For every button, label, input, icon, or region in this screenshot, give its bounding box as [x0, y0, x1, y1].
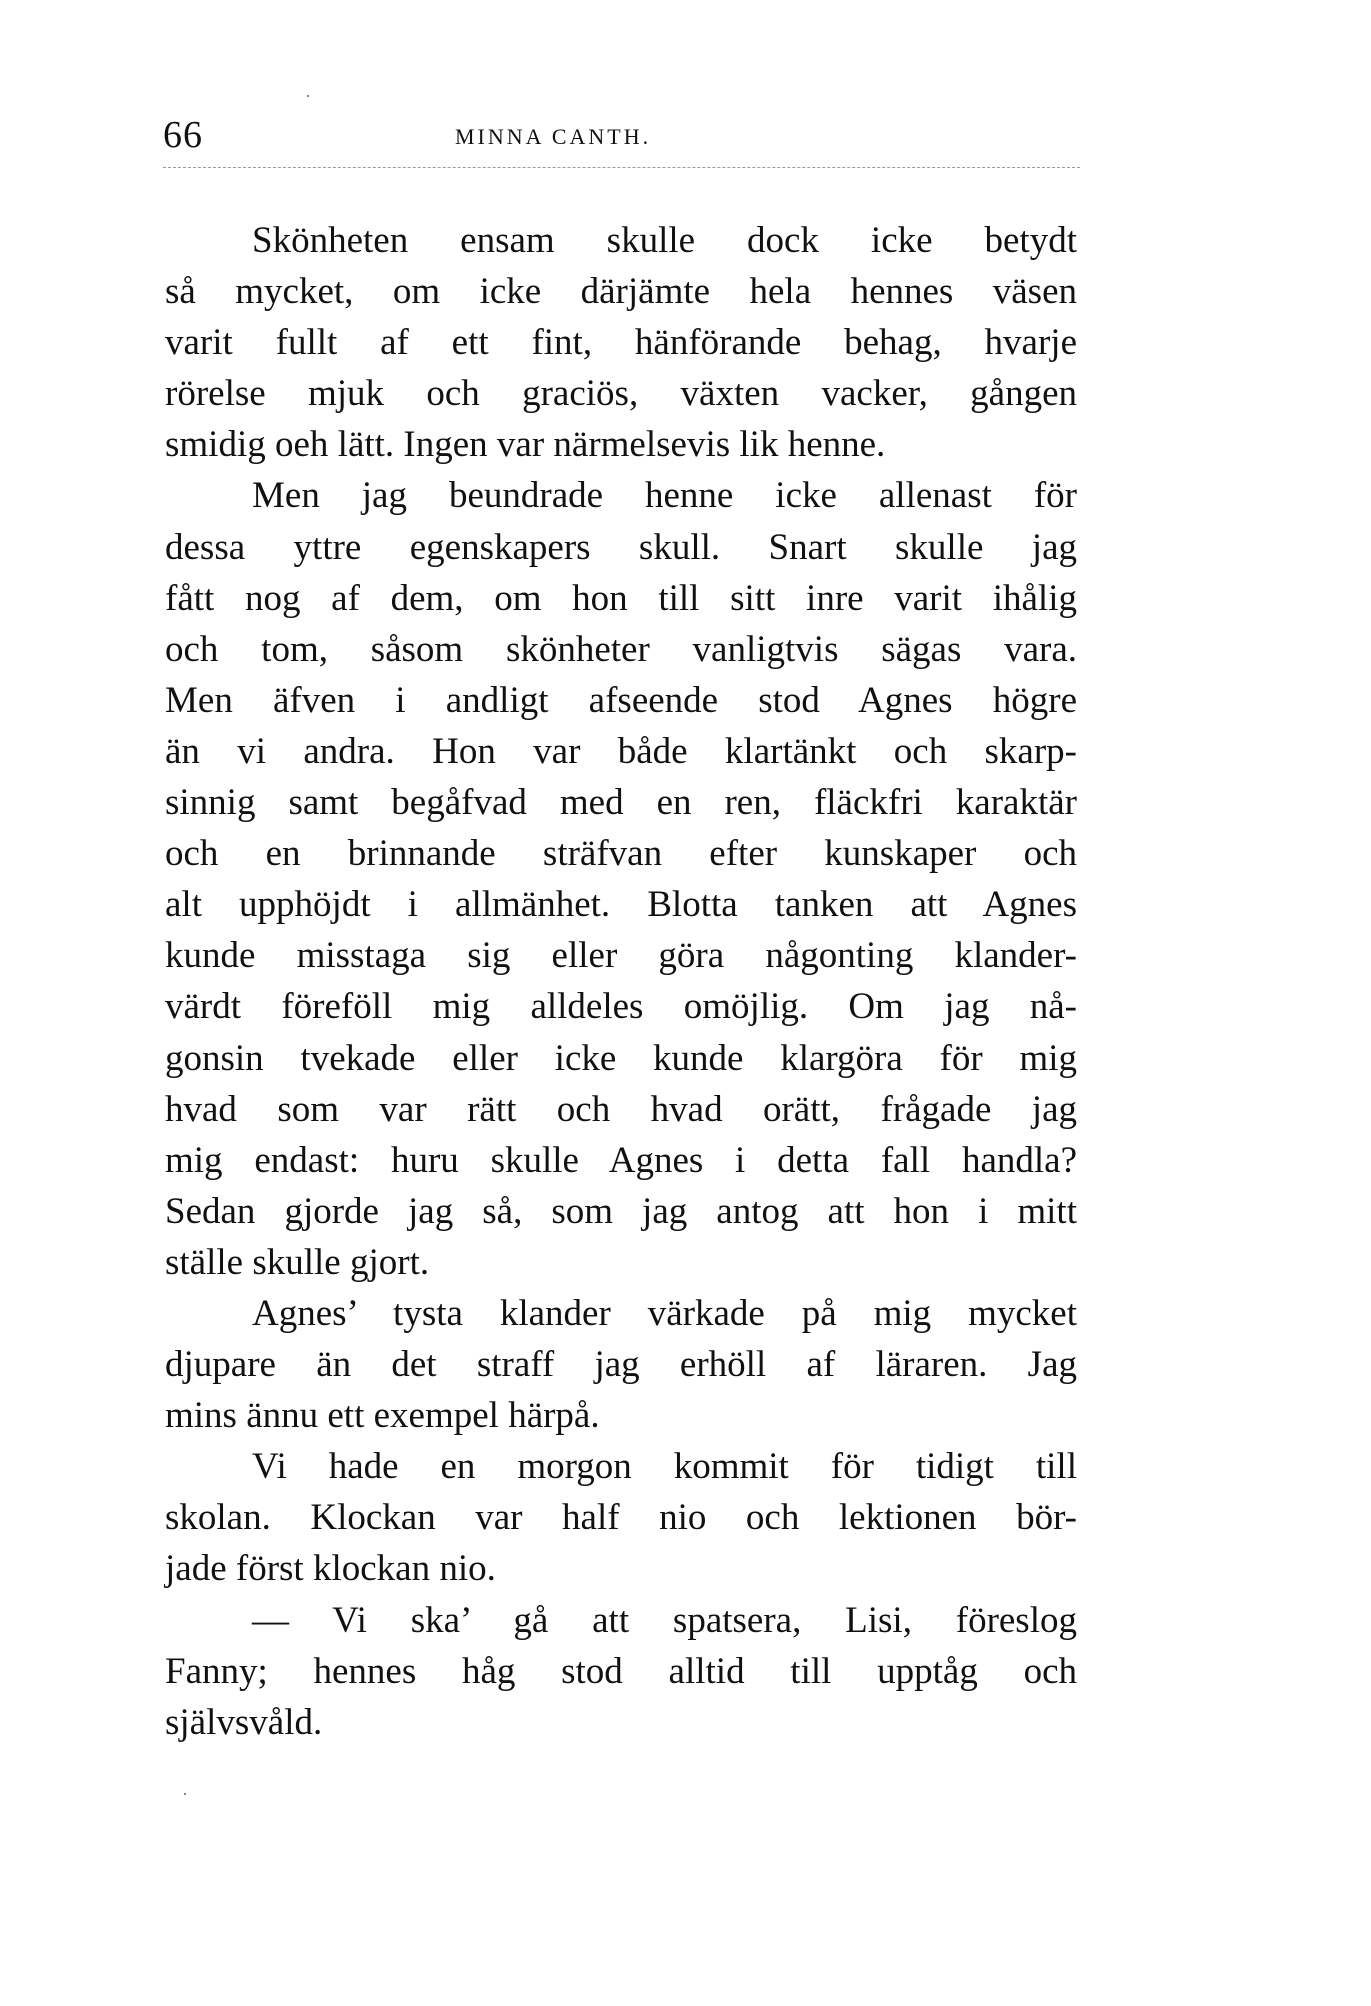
header-rule	[163, 167, 1080, 168]
text-line: så mycket, om icke därjämte hela hennes väsen	[165, 271, 1077, 313]
text-line: smidig oeh lätt. Ingen var närmelsevis lik henne.	[165, 424, 886, 466]
text-line: skolan. Klockan var half nio och lektionen bör-	[165, 1497, 1077, 1539]
text-line: självsvåld.	[165, 1701, 323, 1743]
text-line: alt upphöjdt i allmänhet. Blotta tanken att Agnes	[165, 884, 1077, 926]
text-line: Sedan gjorde jag så, som jag antog att hon i mitt	[165, 1190, 1077, 1232]
scan-speck	[307, 95, 309, 97]
scan-speck	[184, 1793, 186, 1795]
text-line: Fanny; hennes håg stod alltid till upptåg och	[165, 1650, 1077, 1692]
page-number: 66	[163, 114, 203, 156]
text-line: och en brinnande sträfvan efter kunskaper och	[165, 833, 1077, 875]
text-line: djupare än det straff jag erhöll af läraren. Jag	[165, 1344, 1077, 1386]
text-line: mins ännu ett exempel härpå.	[165, 1395, 600, 1437]
text-line: ställe skulle gjort.	[165, 1241, 430, 1283]
text-line: än vi andra. Hon var både klartänkt och skarp-	[165, 730, 1077, 772]
text-line: — Vi ska’ gå att spatsera, Lisi, föreslog	[252, 1599, 1077, 1641]
text-line: mig endast: huru skulle Agnes i detta fall handla?	[165, 1139, 1077, 1181]
text-line: gonsin tvekade eller icke kunde klargöra för mig	[165, 1037, 1077, 1079]
text-line: Men jag beundrade henne icke allenast för	[252, 475, 1077, 517]
text-line: rörelse mjuk och graciös, växten vacker, gången	[165, 373, 1077, 415]
text-line: Agnes’ tysta klander värkade på mig mycket	[252, 1292, 1077, 1334]
text-line: kunde misstaga sig eller göra någonting klander-	[165, 935, 1077, 977]
text-line: hvad som var rätt och hvad orätt, frågade jag	[165, 1088, 1077, 1130]
page-header	[163, 110, 1080, 160]
text-line: fått nog af dem, om hon till sitt inre varit ihålig	[165, 577, 1077, 619]
text-line: Men äfven i andligt afseende stod Agnes högre	[165, 679, 1077, 721]
text-line: Skönheten ensam skulle dock icke betydt	[252, 220, 1077, 261]
text-line: sinnig samt begåfvad med en ren, fläckfri karaktär	[165, 782, 1077, 824]
text-line: jade först klockan nio.	[165, 1548, 496, 1590]
text-line: varit fullt af ett fint, hänförande behag, hvarje	[165, 322, 1077, 364]
running-head: MINNA CANTH.	[455, 124, 652, 149]
text-line: Vi hade en morgon kommit för tidigt till	[252, 1446, 1077, 1488]
body-text	[165, 215, 1077, 1748]
text-line: värdt föreföll mig alldeles omöjlig. Om jag nå-	[165, 986, 1077, 1028]
text-line: och tom, såsom skönheter vanligtvis sägas vara.	[165, 628, 1077, 670]
text-line: dessa yttre egenskapers skull. Snart skulle jag	[165, 526, 1077, 568]
